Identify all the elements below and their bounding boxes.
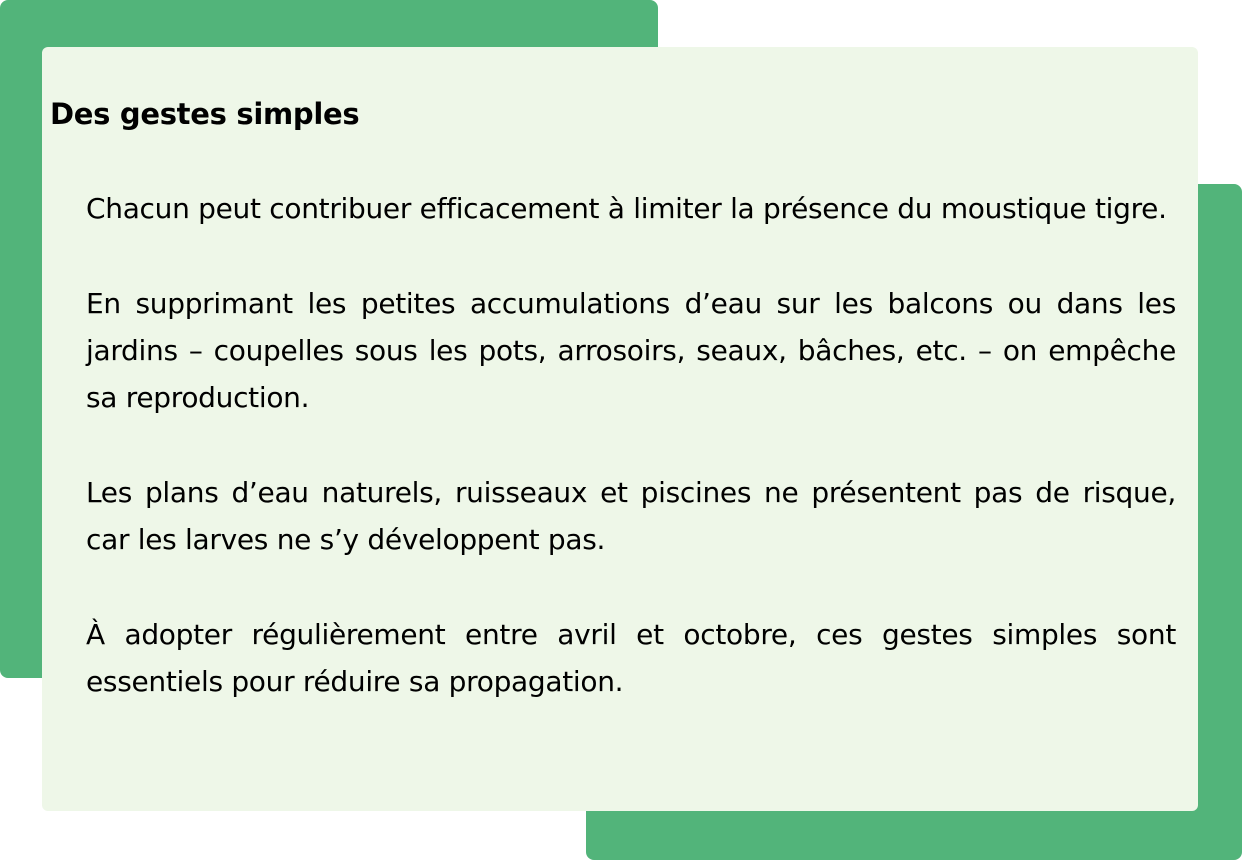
info-card bbox=[42, 47, 1198, 811]
paragraph-no-risk: Les plans d’eau naturels, ruisseaux et piscines ne présentent pas de risque, car les larves ne s’y développent pas. bbox=[86, 476, 1176, 556]
paragraph-water-removal: En supprimant les petites accumulations d’eau sur les balcons ou dans les jardins – coupelles sous les pots, arrosoirs, seaux, bâches, etc. – on empêche sa reproduction. bbox=[86, 287, 1176, 414]
card-title: Des gestes simples bbox=[50, 97, 360, 131]
paragraph-contribution: Chacun peut contribuer efficacement à limiter la présence du moustique tigre. bbox=[86, 192, 1167, 225]
card-body bbox=[86, 185, 1176, 753]
paragraph-season: À adopter régulièrement entre avril et octobre, ces gestes simples sont essentiels pour réduire sa propagation. bbox=[86, 618, 1176, 698]
